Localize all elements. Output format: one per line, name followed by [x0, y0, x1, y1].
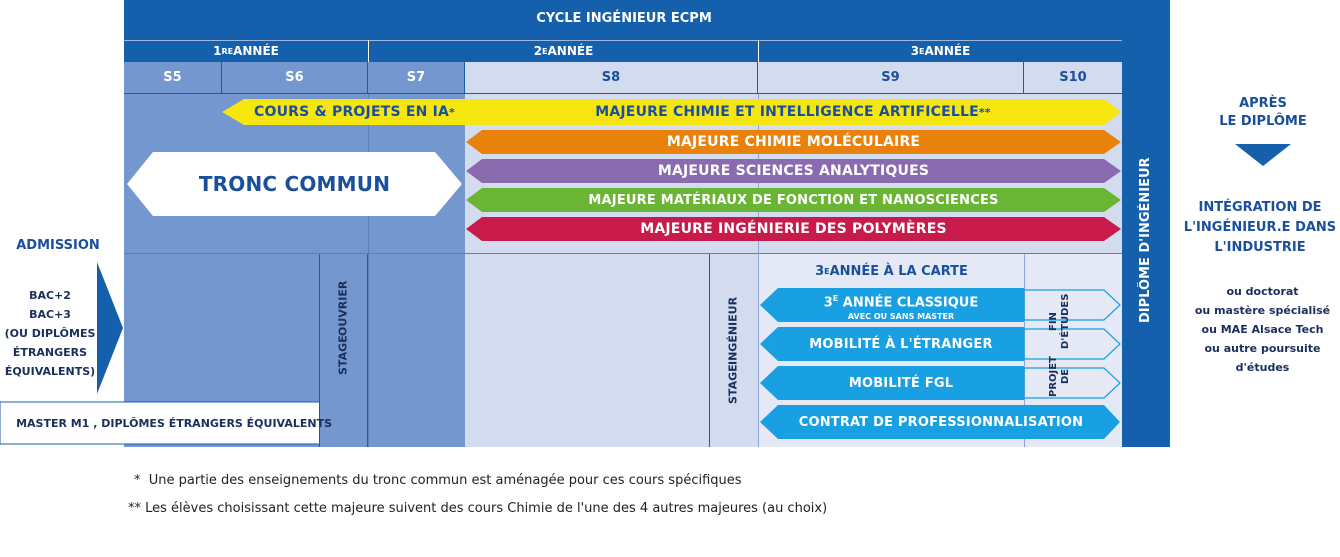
year-3-rest: ANNÉE [924, 44, 971, 58]
footnote-1-text: Une partie des enseignements du tronc commun est aménagée pour ces cours spécifiques [148, 473, 742, 488]
year-2-base: 2 [533, 44, 543, 58]
integration-line2: L'INGÉNIEUR.E DANS [1183, 220, 1337, 235]
classique-label [778, 288, 1024, 322]
classique-sup: E [832, 294, 839, 303]
semester-s7: S7 [368, 62, 465, 94]
majeure-analytiques-label: MAJEURE SCIENCES ANALYTIQUES [657, 163, 930, 179]
majeure-materiaux-label: MAJEURE MATÉRIAUX DE FONCTION ET NANOSCIENCES [588, 192, 999, 208]
classique-sub: AVEC OU SANS MASTER [847, 312, 955, 322]
year-3-base: 3 [910, 44, 920, 58]
after-triangle-shape [1235, 144, 1291, 166]
carte-base: 3 [815, 263, 825, 279]
after-other-5: d'études [1235, 361, 1290, 374]
integration-line1: INTÉGRATION DE [1198, 200, 1322, 215]
majeure-ia-mark: ** [978, 105, 991, 119]
year-2-rest: ANNÉE [547, 44, 594, 58]
year-1-base: 1 [213, 44, 222, 58]
carte-sup: E [824, 266, 830, 276]
ia-courses-mark: * [449, 105, 455, 119]
cycle-title: CYCLE INGÉNIEUR ECPM [536, 10, 712, 26]
carte-title [759, 260, 1024, 282]
projet-fin-line1: PROJET DE [1048, 355, 1071, 397]
year-1-rest: ANNÉE [233, 44, 279, 58]
classique-rest: ANNÉE CLASSIQUE [838, 295, 979, 311]
footnote-2-text: Les élèves choisissant cette majeure suivent des cours Chimie de l'une des 4 autres majeures (au choix) [145, 501, 828, 516]
admission-title: ADMISSION [16, 238, 100, 253]
stage-ouvrier-line2: OUVRIER [336, 280, 350, 336]
year-3-sup: E [919, 46, 925, 56]
etranger-label: MOBILITÉ À L'ÉTRANGER [809, 336, 993, 352]
master-label: MASTER M1 , DIPLÔMES ÉTRANGERS ÉQUIVALENTS [16, 416, 332, 430]
stage-ingenieur-line2: INGÉNIEUR [726, 296, 740, 365]
carte-rest: ANNÉE À LA CARTE [829, 263, 968, 279]
after-others [1185, 282, 1340, 377]
classique-base: 3 [823, 295, 833, 311]
admission-line-5: ÉQUIVALENTS) [4, 365, 96, 378]
footnote-1-mark: * [134, 473, 141, 488]
semester-s8: S8 [465, 62, 758, 94]
footnote-2-mark: ** [128, 501, 141, 516]
year-1-sup: RE [221, 46, 234, 56]
majeure-ia-text: MAJEURE CHIMIE ET INTELLIGENCE ARTIFICELLE [595, 104, 979, 120]
admission-line-4: ÉTRANGERS [12, 346, 88, 359]
admission-arrow-shape [97, 262, 123, 394]
semester-s5: S5 [124, 62, 222, 94]
stage-ouvrier-label [319, 254, 368, 402]
projet-fin-line2: FIN D'ÉTUDES [1048, 293, 1071, 349]
majeure-polymeres-label: MAJEURE INGÉNIERIE DES POLYMÈRES [640, 221, 947, 237]
after-other-4: ou autre poursuite [1204, 342, 1321, 355]
integration-line3: L'INDUSTRIE [1214, 240, 1306, 255]
footnote-1 [134, 473, 742, 488]
stage-ouvrier-line1: STAGE [336, 335, 350, 376]
stage-ingenieur-label [709, 254, 758, 447]
majeure-ia-label [465, 99, 1121, 125]
ia-courses-text: COURS & PROJETS EN IA [254, 104, 450, 120]
projet-fin-label [1040, 290, 1080, 400]
after-title [1190, 95, 1336, 131]
semester-s6: S6 [222, 62, 368, 94]
after-other-1: ou doctorat [1226, 285, 1299, 298]
contrat-label: CONTRAT DE PROFESSIONNALISATION [798, 414, 1084, 430]
tronc-commun-label: TRONC COMMUN [198, 172, 391, 196]
after-title-line2: LE DIPLÔME [1219, 114, 1307, 129]
majeure-moleculaire-label: MAJEURE CHIMIE MOLÉCULAIRE [666, 134, 921, 150]
integration-block [1180, 198, 1340, 258]
admission-line-3: (OU DIPLÔMES [4, 327, 96, 340]
semester-s10: S10 [1024, 62, 1122, 94]
diplome-label: DIPLÔME D'INGÉNIEUR [1138, 157, 1153, 323]
semester-s9: S9 [758, 62, 1024, 94]
footnote-2 [128, 501, 827, 516]
year-2-sup: E [542, 46, 548, 56]
after-title-line1: APRÈS [1239, 96, 1287, 111]
fgl-label: MOBILITÉ FGL [848, 375, 954, 391]
admission-line-1: BAC+2 [29, 289, 71, 302]
after-other-2: ou mastère spécialisé [1194, 304, 1331, 317]
admission-line-2: BAC+3 [29, 308, 71, 321]
ia-courses-label [244, 99, 465, 125]
stage-ingenieur-line1: STAGE [726, 364, 740, 405]
after-other-3: ou MAE Alsace Tech [1201, 323, 1324, 336]
admission-lines [0, 286, 100, 381]
